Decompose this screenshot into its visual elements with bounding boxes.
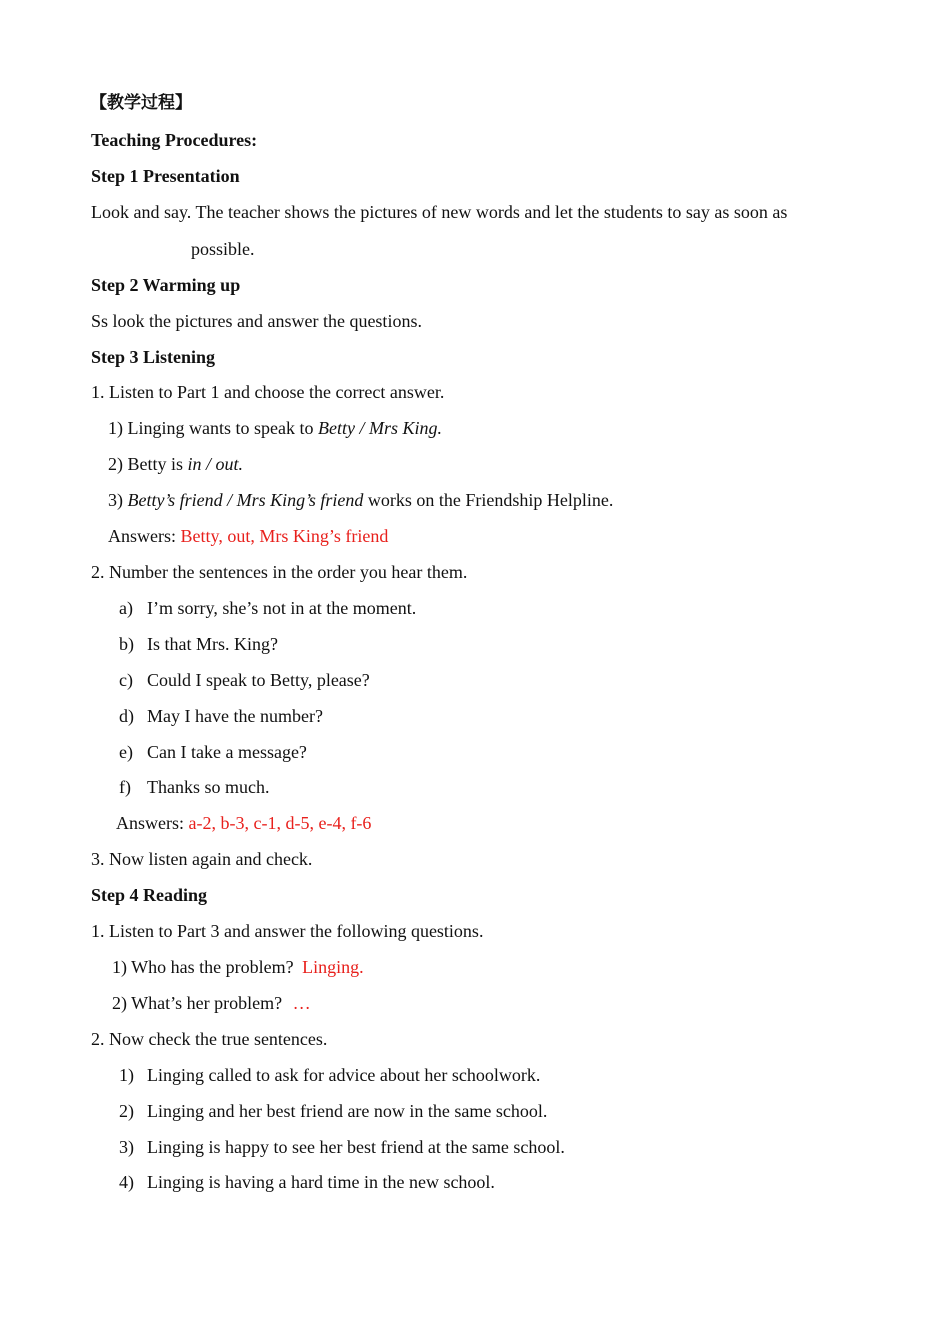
list-item xyxy=(119,740,307,764)
step3-task3: 3. Now listen again and check. xyxy=(91,849,313,869)
step3-question-2 xyxy=(108,452,243,476)
item-text: Linging and her best friend are now in the same school. xyxy=(147,1101,548,1121)
item-label: 1) xyxy=(119,1065,134,1085)
step3-task1-title: 1. Listen to Part 1 and choose the correct answer. xyxy=(91,382,445,402)
question-text: 1) Linging wants to speak to xyxy=(108,418,318,438)
item-text: Linging is happy to see her best friend at the same school. xyxy=(147,1137,565,1157)
answer-text: Linging. xyxy=(302,957,364,977)
step1-text-line2: possible. xyxy=(191,239,255,259)
answers-value: a-2, b-3, c-1, d-5, e-4, f-6 xyxy=(188,813,372,833)
step4-question-1 xyxy=(112,955,364,979)
item-text: Could I speak to Betty, please? xyxy=(147,670,370,690)
item-label: 3) xyxy=(119,1137,134,1157)
item-text: Thanks so much. xyxy=(147,777,270,797)
list-item xyxy=(119,775,269,799)
step4-task2-title: 2. Now check the true sentences. xyxy=(91,1029,328,1049)
item-label: a) xyxy=(119,598,133,618)
question-options: Betty’s friend / Mrs King’s friend xyxy=(127,490,364,510)
step3-question-3 xyxy=(108,488,613,512)
item-text: Is that Mrs. King? xyxy=(147,634,278,654)
list-item xyxy=(119,704,323,728)
item-text: Can I take a message? xyxy=(147,742,307,762)
list-item xyxy=(119,1170,495,1194)
item-text: Linging called to ask for advice about her schoolwork. xyxy=(147,1065,541,1085)
item-label: b) xyxy=(119,634,134,654)
list-item xyxy=(119,596,416,620)
step4-task1-title: 1. Listen to Part 3 and answer the following questions. xyxy=(91,921,484,941)
question-text: works on the Friendship Helpline. xyxy=(363,490,614,510)
question-text: 2) Betty is xyxy=(108,454,188,474)
item-label: e) xyxy=(119,742,133,762)
item-label: 2) xyxy=(119,1101,134,1121)
item-text: May I have the number? xyxy=(147,706,323,726)
question-number: 3) xyxy=(108,490,128,510)
question-options: in / out. xyxy=(187,454,244,474)
step4-title: Step 4 Reading xyxy=(91,885,208,905)
item-text: I’m sorry, she’s not in at the moment. xyxy=(147,598,417,618)
item-text: Linging is having a hard time in the new school. xyxy=(147,1172,495,1192)
item-label: f) xyxy=(119,777,131,797)
list-item xyxy=(119,1135,565,1159)
answers-label: Answers: xyxy=(116,813,189,833)
section-title: 【教学过程】 xyxy=(90,93,192,113)
step3-title: Step 3 Listening xyxy=(91,347,216,367)
item-label: c) xyxy=(119,670,133,690)
list-item xyxy=(119,668,370,692)
step3-task2-answers xyxy=(116,811,371,835)
step2-text: Ss look the pictures and answer the questions. xyxy=(91,311,422,331)
question-options: Betty / Mrs King. xyxy=(317,418,442,438)
step4-question-2 xyxy=(112,991,311,1015)
step2-title: Step 2 Warming up xyxy=(91,275,241,295)
step3-task2-title: 2. Number the sentences in the order you hear them. xyxy=(91,562,468,582)
list-item xyxy=(119,1063,540,1087)
item-label: d) xyxy=(119,706,134,726)
step3-task1-answers xyxy=(108,524,388,548)
list-item xyxy=(119,1099,547,1123)
step1-title: Step 1 Presentation xyxy=(91,166,240,186)
teaching-procedures-heading: Teaching Procedures: xyxy=(91,130,258,150)
answers-label: Answers: xyxy=(108,526,181,546)
step1-text-line1: Look and say. The teacher shows the pictures of new words and let the students to say as soon as xyxy=(91,202,788,222)
item-label: 4) xyxy=(119,1172,134,1192)
question-text: 2) What’s her problem? xyxy=(112,993,283,1013)
answer-text: … xyxy=(292,993,311,1013)
question-text: 1) Who has the problem? xyxy=(112,957,294,977)
answers-value: Betty, out, Mrs King’s friend xyxy=(180,526,389,546)
list-item xyxy=(119,632,278,656)
step3-question-1 xyxy=(108,416,442,440)
